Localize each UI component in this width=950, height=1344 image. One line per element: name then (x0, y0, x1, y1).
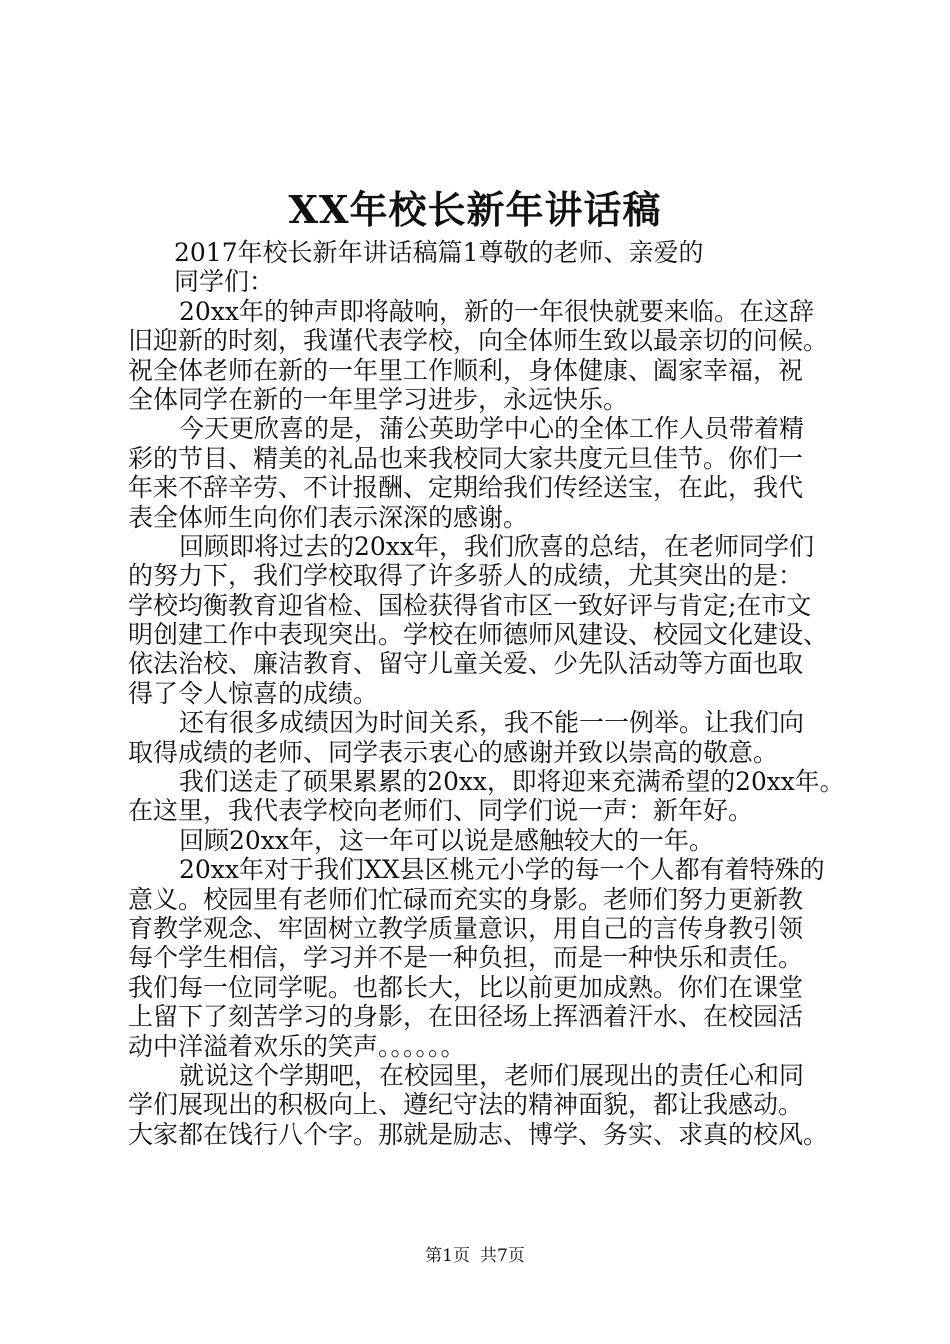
paragraph-line: 回顾即将过去的20xx年，我们欣喜的总结，在老师同学们 (179, 531, 815, 561)
paragraph-line: 年来不辞辛劳、不计报酬、定期给我们传经送宝，在此，我代 (128, 473, 804, 503)
paragraph-line: 育教学观念、牢固树立教学质量意识，用自己的言传身教引领 (128, 913, 804, 943)
paragraph-line: 依法治校、廉洁教育、留守儿童关爱、少先队活动等方面也取 (128, 649, 804, 679)
paragraph-line: 上留下了刻苦学习的身影，在田径场上挥洒着汗水、在校园活 (128, 1002, 804, 1032)
paragraph-line: 同学们： (174, 267, 275, 297)
paragraph-line: 我们送走了硕果累累的20xx，即将迎来充满希望的20xx年。 (179, 767, 845, 797)
paragraph-line: 回顾20xx年，这一年可以说是感触较大的一年。 (179, 825, 715, 855)
paragraph-line: 今天更欣喜的是，蒲公英助学中心的全体工作人员带着精 (179, 414, 805, 444)
paragraph-line: 明创建工作中表现突出。学校在师德师风建设、校园文化建设、 (128, 620, 829, 650)
paragraph-line: 就说这个学期吧，在校园里，老师们展现出的责任心和同 (179, 1060, 805, 1090)
paragraph-line: 得了令人惊喜的成绩。 (128, 678, 379, 708)
paragraph-line: 表全体师生向你们表示深深的感谢。 (128, 502, 529, 532)
paragraph-line: 全体同学在新的一年里学习进步，永远快乐。 (128, 384, 629, 414)
paragraph-line: 的努力下，我们学校取得了许多骄人的成绩，尤其突出的是： (128, 561, 804, 591)
page-total: 共7页 (480, 1246, 525, 1266)
document-title: XX年校长新年讲话稿 (288, 187, 662, 232)
paragraph-line: 动中洋溢着欢乐的笑声。。。。。。 (128, 1031, 466, 1061)
paragraph-line: 学校均衡教育迎省检、国检获得省市区一致好评与肯定;在市文 (128, 590, 812, 620)
paragraph-line: 彩的节目、精美的礼品也来我校同大家共度元旦佳节。你们一 (128, 443, 804, 473)
paragraph-line: 取得成绩的老师、同学表示衷心的感谢并致以崇高的敬意。 (128, 737, 779, 767)
paragraph-line: 20xx年的钟声即将敲响，新的一年很快就要来临。在这辞 (179, 296, 815, 326)
page-number: 第1页 (425, 1246, 470, 1266)
paragraph-line: 意义。校园里有老师们忙碌而充实的身影。老师们努力更新教 (128, 884, 804, 914)
paragraph-line: 祝全体老师在新的一年里工作顺利，身体健康、阖家幸福，祝 (128, 355, 804, 385)
document-body (128, 238, 848, 1149)
paragraph-line: 旧迎新的时刻，我谨代表学校，向全体师生致以最亲切的问候。 (128, 326, 829, 356)
paragraph-line: 每个学生相信，学习并不是一种负担，而是一种快乐和责任。 (128, 943, 804, 973)
paragraph-line: 学们展现出的积极向上、遵纪守法的精神面貌，都让我感动。 (128, 1090, 804, 1120)
paragraph-line: 大家都在饯行八个字。那就是励志、博学、务实、求真的校风。 (128, 1119, 829, 1149)
paragraph-line: 我们每一位同学呢。也都长大，比以前更加成熟。你们在课堂 (128, 972, 804, 1002)
page-footer (0, 1244, 950, 1268)
paragraph-line: 2017年校长新年讲话稿篇1尊敬的老师、亲爱的 (174, 238, 704, 267)
paragraph-line: 20xx年对于我们XX县区桃元小学的每一个人都有着特殊的 (179, 855, 825, 885)
paragraph-line: 在这里，我代表学校向老师们、同学们说一声：新年好。 (128, 796, 754, 826)
paragraph-line: 还有很多成绩因为时间关系，我不能一一例举。让我们向 (179, 708, 805, 738)
